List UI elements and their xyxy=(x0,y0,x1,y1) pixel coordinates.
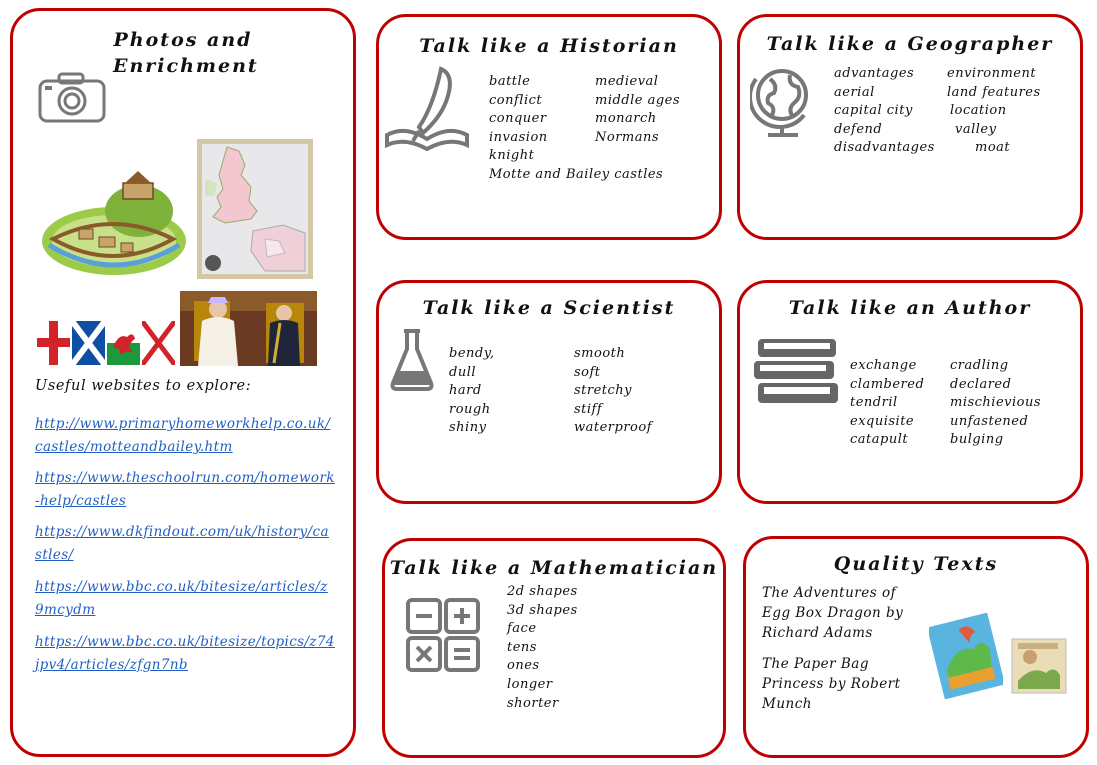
word: location xyxy=(950,103,1007,119)
word: advantages xyxy=(834,66,915,81)
geographer-panel xyxy=(737,14,1083,240)
word: catapult xyxy=(850,432,909,448)
word: soft xyxy=(574,364,601,380)
word: 3d shapes xyxy=(507,602,578,618)
website-link-dkfindout[interactable]: https://www.dkfindout.com/uk/history/castles/ xyxy=(35,524,329,563)
word: 2d shapes xyxy=(507,584,578,599)
author-panel xyxy=(737,280,1083,504)
egg-box-dragon-cover-image xyxy=(929,613,1003,699)
word: land features xyxy=(947,84,1041,100)
word: environment xyxy=(947,66,1037,81)
historian-words-col2 xyxy=(595,73,680,147)
word: disadvantages xyxy=(834,140,935,156)
geographer-words-col2 xyxy=(947,65,1041,158)
word: mischievious xyxy=(950,395,1042,411)
website-link-primaryhomeworkhelp[interactable]: http://www.primaryhomeworkhelp.co.uk/castles/motteandbailey.htm xyxy=(35,416,331,455)
word: conflict xyxy=(489,92,543,108)
word: valley xyxy=(955,121,997,137)
camera-icon xyxy=(37,71,107,123)
mathematician-title: Talk like a Mathematician xyxy=(389,557,719,579)
quality-texts-panel xyxy=(743,536,1089,758)
website-link-bbc-topic[interactable]: https://www.bbc.co.uk/bitesize/topics/z74jpv4/articles/zfgn7nb xyxy=(35,634,335,673)
word: dull xyxy=(449,364,477,380)
author-title: Talk like an Author xyxy=(788,297,1032,319)
word: capital city xyxy=(834,103,913,119)
word: stretchy xyxy=(574,383,633,399)
word: declared xyxy=(950,376,1012,392)
word: clambered xyxy=(850,376,925,392)
union-flags xyxy=(37,321,177,365)
flag-scotland-icon xyxy=(72,321,105,365)
map-of-england-and-france-image xyxy=(197,139,313,279)
word: medieval xyxy=(595,74,659,89)
math-operations-icon xyxy=(405,597,481,673)
mathematician-words xyxy=(507,583,578,713)
word: smooth xyxy=(574,346,626,361)
word: Motte and Bailey castles xyxy=(489,166,664,182)
word: stiff xyxy=(574,401,603,417)
scientist-panel xyxy=(376,280,722,504)
word: shiny xyxy=(449,420,487,436)
word: cradling xyxy=(950,358,1009,373)
website-link-theschoolrun[interactable]: https://www.theschoolrun.com/homework-help/castles xyxy=(35,470,335,509)
flag-wales-icon xyxy=(107,321,140,365)
word: face xyxy=(507,621,537,637)
mathematician-panel xyxy=(382,538,726,758)
word: bendy, xyxy=(449,346,495,361)
geographer-title: Talk like a Geographer xyxy=(766,33,1054,55)
historian-title: Talk like a Historian xyxy=(419,35,679,57)
word: exquisite xyxy=(850,413,915,429)
photos-title: Photos and Enrichment xyxy=(113,29,259,77)
word: hard xyxy=(449,383,482,399)
author-words-col1 xyxy=(850,357,924,450)
royal-photo-image xyxy=(180,291,317,366)
word: moat xyxy=(975,140,1011,156)
word: knight xyxy=(489,148,535,164)
word: tens xyxy=(507,639,537,655)
flag-northern-ireland-icon xyxy=(142,321,175,365)
word: longer xyxy=(507,676,553,692)
word: bulging xyxy=(950,432,1004,448)
website-link-bbc-article[interactable]: https://www.bbc.co.uk/bitesize/articles/z9mcydm xyxy=(35,579,328,618)
word: rough xyxy=(449,401,491,417)
word: tendril xyxy=(850,395,898,411)
book-egg-box-dragon: The Adventures of Egg Box Dragon by Richard Adams xyxy=(762,585,904,641)
scientist-words-col2 xyxy=(574,345,652,438)
word: middle ages xyxy=(595,92,681,108)
flask-icon xyxy=(389,327,435,393)
word: shorter xyxy=(507,695,559,711)
paper-bag-princess-cover-image xyxy=(1010,637,1068,695)
word: conquer xyxy=(489,111,547,127)
word: invasion xyxy=(489,129,548,145)
scientist-title: Talk like a Scientist xyxy=(422,297,676,319)
globe-icon xyxy=(750,65,816,139)
word: exchange xyxy=(850,358,917,373)
historian-panel xyxy=(376,14,722,240)
word: Normans xyxy=(595,129,660,145)
word: ones xyxy=(507,658,540,674)
word: monarch xyxy=(595,111,657,127)
books-icon xyxy=(752,335,842,407)
websites-heading: Useful websites to explore: xyxy=(35,378,252,394)
word: aerial xyxy=(834,84,875,100)
word: waterproof xyxy=(574,420,653,436)
word: battle xyxy=(489,74,531,89)
author-words-col2 xyxy=(950,357,1041,450)
geographer-words-col1 xyxy=(834,65,935,158)
book-paper-bag-princess: The Paper Bag Princess by Robert Munch xyxy=(762,656,901,712)
flag-england-icon xyxy=(37,321,70,365)
photos-panel xyxy=(10,8,356,757)
quill-and-book-icon xyxy=(383,65,471,151)
scientist-words-col1 xyxy=(449,345,494,438)
word: defend xyxy=(834,121,883,137)
motte-and-bailey-castle-image xyxy=(39,159,189,279)
quality-texts-title: Quality Texts xyxy=(833,553,999,575)
word: unfastened xyxy=(950,413,1029,429)
